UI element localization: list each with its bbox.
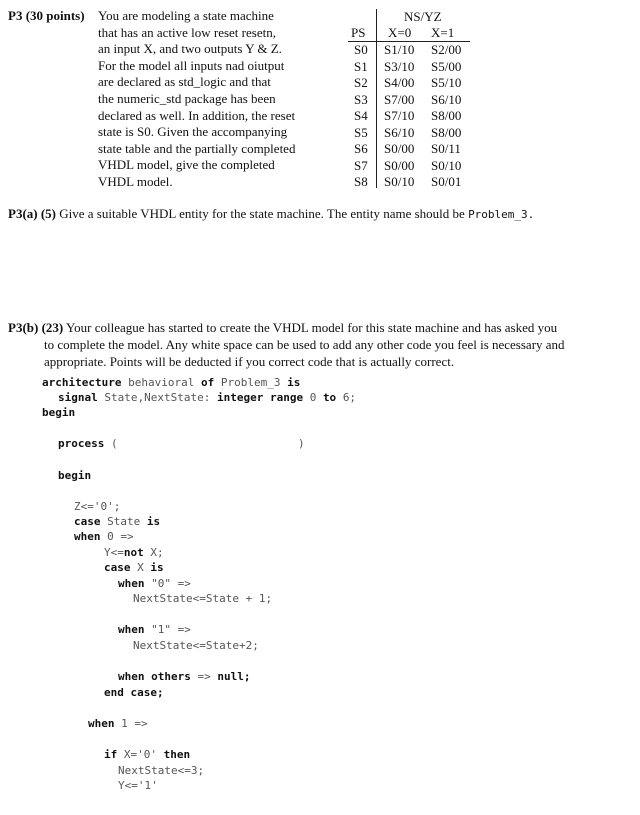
code-when-others [118, 670, 251, 683]
code-kw-of: of [200, 376, 215, 389]
code-when-0 [74, 530, 134, 543]
part-a-text: Give a suitable VHDL entity for the state machine. The entity name should be [59, 206, 465, 221]
code-y-pre: Y<= [104, 546, 124, 559]
table-cell-x1: S0/11 [431, 141, 461, 156]
table-cell-ps: S6 [354, 141, 368, 156]
table-cell-x1: S5/10 [431, 75, 462, 90]
code-entity-name: Problem_3 [220, 376, 281, 389]
code-kw-integer-range: integer range [216, 391, 304, 404]
code-kw-when-others: when [118, 670, 145, 683]
code-signal-line [58, 391, 356, 404]
code-when-str0 [118, 577, 191, 590]
table-cell-x1: S8/00 [431, 124, 462, 140]
table-cell-ps: S7 [354, 157, 368, 173]
table-cell-x1: S5/00 [431, 58, 462, 74]
code-range-hi: 6; [342, 391, 357, 404]
intro-line: the numeric_std package has been [98, 91, 276, 106]
code-kw-not: not [123, 546, 144, 559]
code-ns-plus1: NextState<=State + 1; [133, 592, 273, 605]
code-end-case: end case; [104, 686, 164, 699]
code-when1-value: 1 => [121, 717, 148, 730]
code-kw-when-str0: when [118, 577, 145, 590]
code-case-signal: State [107, 515, 141, 528]
code-when-str0-value: "0" => [151, 577, 191, 590]
table-cell-x1: S6/10 [431, 91, 462, 107]
code-y-post: X; [150, 546, 164, 559]
code-when-str1-value: "1" => [151, 623, 191, 636]
code-case-state [74, 515, 160, 528]
part-b-text-3: appropriate. Points will be deducted if you correct code that is actually correct. [44, 354, 455, 369]
part-a-entity: Problem_3. [468, 208, 535, 221]
table-cell-x1: S2/00 [431, 42, 462, 57]
part-b-text-2: to complete the model. Any white space can be used to add any other code you feel is necessary and [44, 337, 565, 352]
problem-heading: P3 (30 points) [8, 8, 85, 23]
table-cell-x0: S7/10 [384, 108, 415, 123]
code-kw-if: if [104, 748, 118, 761]
code-z-assign: Z<='0'; [74, 500, 121, 513]
code-arch-name: behavioral [128, 376, 195, 389]
code-process-open: ( [110, 437, 118, 450]
intro-line: an input X, and two outputs Y & Z. [98, 41, 282, 57]
table-header-x1: X=1 [431, 25, 455, 40]
table-header-ps: PS [351, 25, 366, 40]
intro-line: You are modeling a state machine [98, 8, 274, 23]
part-b-label: P3(b) (23) [8, 320, 64, 335]
intro-line: state table and the partially completed [98, 140, 296, 156]
code-process-close: ) [298, 437, 305, 450]
code-kw-case-is: is [146, 515, 161, 528]
code-kw-when-str1: when [118, 623, 145, 636]
code-kw-when: when [74, 530, 101, 543]
part-b-text-1: Your colleague has started to create the VHDL model for this state machine and has asked you [66, 320, 558, 335]
code-kw-when1: when [88, 717, 115, 730]
table-cell-x0: S0/10 [384, 174, 415, 189]
code-begin-arch: begin [42, 406, 76, 419]
intro-line: VHDL model, give the completed [98, 157, 275, 173]
table-cell-x1: S8/00 [431, 108, 462, 123]
table-cell-ps: S1 [354, 58, 368, 74]
intro-line: For the model all inputs nad oiutput [98, 57, 285, 73]
table-cell-x1: S0/01 [431, 174, 462, 189]
table-cell-ps: S8 [354, 174, 368, 189]
code-case-x [104, 561, 164, 574]
table-cell-x0: S4/00 [384, 75, 415, 90]
intro-line: are declared as std_logic and that [98, 74, 271, 90]
code-arrow: => [197, 670, 211, 683]
table-cell-ps: S0 [354, 42, 368, 57]
code-if-line [104, 748, 190, 761]
table-cell-ps: S5 [354, 124, 368, 140]
table-header-x0: X=0 [388, 25, 412, 40]
code-ns-3: NextState<=3; [118, 764, 205, 777]
code-if-condition: X='0' [123, 748, 157, 761]
code-kw-case2-is: is [150, 561, 164, 574]
part-b-line1 [8, 320, 557, 336]
code-kw-case: case [74, 515, 101, 528]
table-cell-x0: S6/10 [384, 124, 415, 140]
table-cell-x0: S0/00 [384, 141, 415, 156]
code-architecture-line [42, 376, 300, 389]
code-kw-architecture: architecture [42, 376, 122, 389]
code-kw-is: is [287, 376, 301, 389]
part-a [8, 206, 534, 222]
intro-line: state is S0. Given the accompanying [98, 124, 288, 140]
table-cell-ps: S3 [354, 91, 368, 107]
code-y-1: Y<='1' [118, 779, 158, 792]
code-begin-process: begin [58, 469, 92, 482]
code-case2-signal: X [137, 561, 144, 574]
code-kw-process: process [58, 437, 105, 450]
code-y-assign [104, 546, 164, 559]
code-signals: State,NextState: [104, 391, 211, 404]
code-process-line [58, 437, 118, 450]
code-kw-signal: signal [58, 391, 98, 404]
intro-line: that has an active low reset resetn, [98, 24, 276, 40]
table-cell-x0: S7/00 [384, 91, 415, 107]
code-when-str1 [118, 623, 191, 636]
table-vertical-rule [376, 9, 377, 188]
table-cell-x0: S3/10 [384, 58, 415, 74]
code-range-lo: 0 [309, 391, 317, 404]
code-kw-null: null; [217, 670, 251, 683]
code-kw-others: others [151, 670, 191, 683]
table-header-ns: NS/YZ [404, 9, 442, 24]
code-when0-value: 0 => [107, 530, 134, 543]
table-cell-x0: S0/00 [384, 157, 415, 173]
table-cell-x1: S0/10 [431, 157, 462, 173]
code-kw-then: then [163, 748, 191, 761]
intro-line: VHDL model. [98, 174, 173, 189]
intro-line: declared as well. In addition, the reset [98, 107, 296, 123]
code-ns-plus2: NextState<=State+2; [133, 639, 259, 652]
code-when-1 [88, 717, 148, 730]
table-cell-ps: S2 [354, 75, 368, 90]
code-kw-to: to [322, 391, 337, 404]
table-cell-ps: S4 [354, 108, 368, 123]
code-kw-case2: case [104, 561, 131, 574]
part-a-label: P3(a) (5) [8, 206, 57, 221]
table-cell-x0: S1/10 [384, 42, 415, 57]
